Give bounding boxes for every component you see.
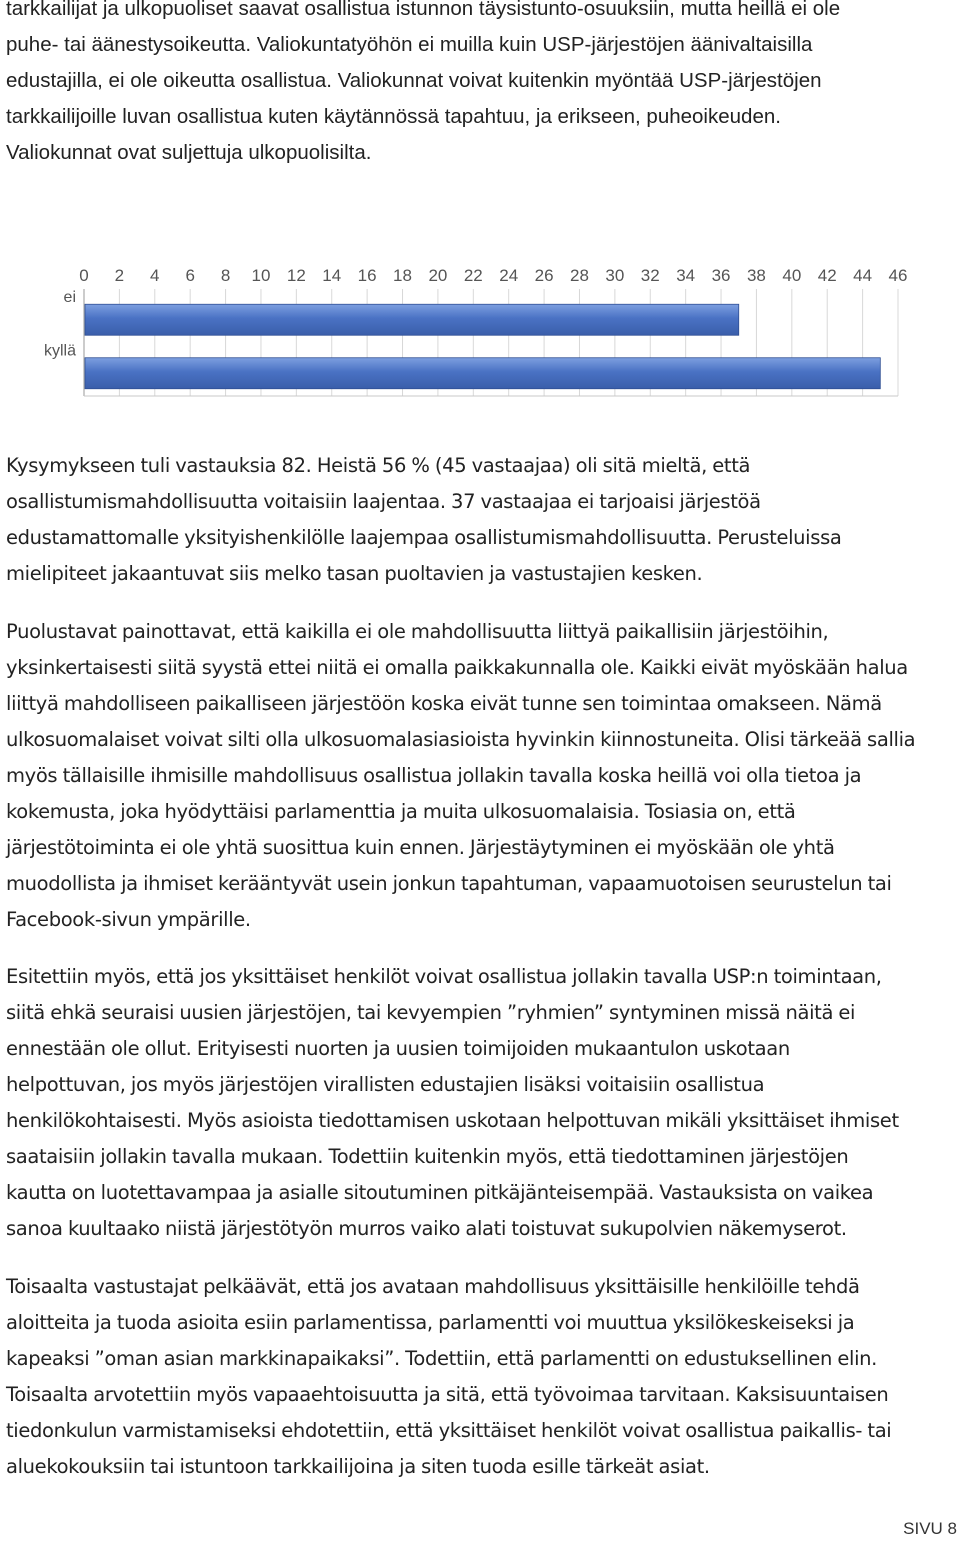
text-line: ulkosuomalaiset voivat silti olla ulkosuomalasiasioista hyvinkin kiinnostuneita. Olisi tärkeää sallia [6, 728, 916, 751]
bar-ei [85, 304, 739, 335]
text-line: sanoa kuultaako niistä järjestötyön murros vaiko alati toistuvat sukupolvien näkemyserot. [6, 1217, 847, 1240]
x-tick-label: 32 [640, 266, 660, 285]
x-tick-label: 18 [393, 266, 412, 285]
text-line: liittyä mahdolliseen paikalliseen järjestöön koska eivät tunne sen toimintaa omakseen. Nämä [6, 692, 882, 715]
x-tick-label: 20 [428, 266, 448, 285]
x-tick-label: 22 [463, 266, 483, 285]
x-tick-label: 34 [676, 266, 696, 285]
category-label: kyllä [43, 342, 76, 360]
x-tick-label: 42 [817, 266, 837, 285]
text-line: tiedonkulun varmistamiseksi ehdotettiin, että yksittäiset henkilöt voivat osallistua paikallis- tai [6, 1419, 892, 1442]
opponents-paragraph [6, 1269, 956, 1485]
text-line: Toisaalta vastustajat pelkäävät, että jos avataan mahdollisuus yksittäisille henkilöille tehdä [6, 1275, 860, 1298]
text-line: osallistumismahdollisuutta voitaisiin laajentaa. 37 vastaajaa ei tarjoaisi järjestöä [6, 490, 761, 513]
text-line: henkilökohtaisesti. Myös asioista tiedottamisen uskotaan helpottuvan mikäli yksittäiset ihmiset [6, 1109, 899, 1132]
x-tick-label: 30 [605, 266, 625, 285]
text-line: tarkkailijoille luvan osallistua kuten käytännössä tapahtuu, ja erikseen, puheoikeuden. [6, 105, 781, 128]
supporters-paragraph [6, 614, 956, 938]
bar-chart [30, 262, 930, 402]
text-line: Puolustavat painottavat, että kaikilla ei ole mahdollisuutta liittyä paikallisiin järjestöihin, [6, 620, 829, 643]
text-line: Kysymykseen tuli vastauksia 82. Heistä 56 % (45 vastaajaa) oli sitä mieltä, että [6, 454, 751, 477]
x-tick-label: 46 [888, 266, 908, 285]
x-tick-label: 14 [322, 266, 342, 285]
text-line: Valiokunnat ovat suljettuja ulkopuolisilta. [6, 141, 372, 164]
bar-kyllä [85, 358, 880, 389]
text-line: mielipiteet jakaantuvat siis melko tasan puoltavien ja vastustajien kesken. [6, 562, 703, 585]
text-line: aluekokouksiin tai istuntoon tarkkailijoina ja siten tuoda esille tärkeät asiat. [6, 1455, 710, 1478]
text-line: kautta on luotettavampaa ja asialle sitoutuminen pitkäjänteisempää. Vastauksista on vaikea [6, 1181, 874, 1204]
x-tick-label: 8 [220, 266, 231, 285]
intro-paragraph [6, 0, 956, 171]
x-tick-label: 4 [150, 266, 160, 285]
x-tick-label: 12 [286, 266, 306, 285]
x-tick-label: 26 [534, 266, 554, 285]
text-line: edustamattomalle yksityishenkilölle laajempaa osallistumismahdollisuutta. Perusteluissa [6, 526, 842, 549]
text-line: ennestään ole ollut. Erityisesti nuorten ja uusien toimijoiden mukaantulon uskotaan [6, 1037, 790, 1060]
x-tick-label: 2 [114, 266, 125, 285]
x-tick-label: 24 [499, 266, 519, 285]
text-line: järjestötoiminta ei ole yhtä suosittua kuin ennen. Järjestäytyminen ei myöskään ole yhtä [6, 836, 835, 859]
category-label: ei [63, 288, 76, 306]
text-line: tarkkailijat ja ulkopuoliset saavat osallistua istunnon täysistunto-osuuksiin, mutta heillä ei ole [6, 0, 841, 20]
text-line: Facebook-sivun ympärille. [6, 908, 251, 931]
text-line: yksinkertaisesti siitä syystä ettei niitä ei omalla paikkakunnalla ole. Kaikki eivät myöskään halua [6, 656, 908, 679]
text-line: kapeaksi ”oman asian markkinapaikaksi”. Todettiin, että parlamentti on edustuksellinen elin. [6, 1347, 878, 1370]
x-tick-label: 40 [782, 266, 802, 285]
x-tick-label: 38 [746, 266, 766, 285]
x-tick-label: 36 [711, 266, 731, 285]
text-line: helpottuvan, jos myös järjestöjen virallisten edustajien lisäksi voitaisiin osallistua [6, 1073, 765, 1096]
text-line: saataisiin jollakin tavalla mukaan. Todettiin kuitenkin myös, että tiedottaminen järjestöjen [6, 1145, 849, 1168]
presented-paragraph [6, 959, 956, 1247]
text-line: Toisaalta arvotettiin myös vapaaehtoisuutta ja sitä, että työvoimaa tarvitaan. Kaksisuuntaisen [6, 1383, 889, 1406]
x-tick-label: 28 [570, 266, 589, 285]
text-line: edustajilla, ei ole oikeutta osallistua. Valiokunnat voivat kuitenkin myöntää USP-järjestöjen [6, 69, 822, 92]
text-line: siitä ehkä seuraisi uusien järjestöjen, tai kevyempien ”ryhmien” syntyminen missä näitä ei [6, 1001, 856, 1024]
x-tick-label: 10 [251, 266, 271, 285]
text-line: myös tällaisille ihmisille mahdollisuus osallistua jollakin tavalla koska heillä voi olla tietoa ja [6, 764, 862, 787]
x-tick-label: 44 [853, 266, 873, 285]
page-number: SIVU 8 [903, 1519, 957, 1538]
text-line: puhe- tai äänestysoikeutta. Valiokuntatyöhön ei muilla kuin USP-järjestöjen äänivaltaisilla [6, 33, 813, 56]
text-line: muodollista ja ihmiset kerääntyvät usein jonkun tapahtuman, vapaamuotoisen seurustelun tai [6, 872, 892, 895]
x-tick-label: 16 [357, 266, 377, 285]
x-tick-label: 6 [185, 266, 195, 285]
text-line: Esitettiin myös, että jos yksittäiset henkilöt voivat osallistua jollakin tavalla USP:n toimintaan, [6, 965, 882, 988]
results-paragraph [6, 448, 956, 592]
text-line: aloitteita ja tuoda asioita esiin parlamentissa, parlamentti voi muuttua yksilökeskeiseksi ja [6, 1311, 855, 1334]
x-tick-label: 0 [79, 266, 89, 285]
text-line: kokemusta, joka hyödyttäisi parlamenttia ja muita ulkosuomalaisia. Tosiasia on, että [6, 800, 796, 823]
